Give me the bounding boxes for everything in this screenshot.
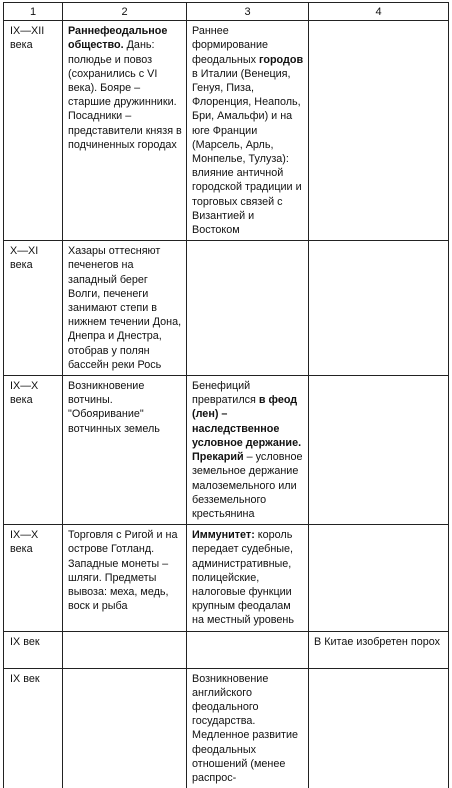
russia-cell: Хазары оттесняют печенегов на западный берег Волги, печенеги занимают степи в нижнем течении Дона, Днепра и Днестра, отобрав у полян бассейн реки Рось	[63, 241, 187, 376]
header-col-3: 3	[187, 3, 309, 21]
bold-term: Прекарий	[192, 451, 244, 464]
world-cell	[309, 525, 449, 631]
header-col-2: 2	[63, 3, 187, 21]
table-row	[4, 525, 449, 631]
period-cell: IX век	[4, 668, 63, 788]
russia-cell	[63, 21, 187, 241]
europe-cell	[187, 241, 309, 376]
world-cell: В Китае изобретен порох	[309, 631, 449, 668]
period-cell: IX век	[4, 631, 63, 668]
period-cell: IX—X века	[4, 376, 63, 525]
russia-cell: Торговля с Ригой и на острове Готланд. Западные монеты – шляги. Предметы вывоза: меха, медь, воск и рыба	[63, 525, 187, 631]
cell-text: в Италии (Венеция, Генуя, Пиза, Флоренция, Неаполь, Бри, Амальфи) и на юге Франции (Марсель, Арль, Монпелье, Тулуза): влияние античной городской традиции и торговых связей с Византией и Востоком	[192, 67, 302, 237]
period-cell: IX—XII века	[4, 21, 63, 241]
bold-term: Раннефеодальное общество.	[68, 25, 168, 52]
russia-cell	[63, 631, 187, 668]
history-table	[3, 2, 449, 788]
world-cell	[309, 668, 449, 788]
table-row	[4, 241, 449, 376]
header-col-1: 1	[4, 3, 63, 21]
cell-text: король передает судебные, административные, полицейские, налоговые функции крупным феодалам на местный уровень	[192, 529, 294, 627]
table-row	[4, 631, 449, 668]
russia-cell	[63, 668, 187, 788]
europe-cell: Возникновение английского феодального государства. Медленное развитие феодальных отношений (менее распрос-	[187, 668, 309, 788]
cell-text: Бенефиций превратился	[192, 380, 259, 407]
bold-term: Иммунитет:	[192, 529, 255, 542]
world-cell	[309, 376, 449, 525]
table-row	[4, 21, 449, 241]
table-row	[4, 376, 449, 525]
cell-text: Раннее формирование феодальных	[192, 25, 268, 66]
europe-cell	[187, 376, 309, 525]
russia-cell: Возникновение вотчины. "Обояривание" вотчинных земель	[63, 376, 187, 525]
europe-cell	[187, 525, 309, 631]
cell-text: – условное земельное держание малоземельного или безземельного крестьянина	[192, 451, 303, 520]
world-cell	[309, 241, 449, 376]
cell-text: Дань: полюдье и повоз (сохранились с VI века). Бояре – старшие дружинники. Посадники – представители князя в подчиненных городах	[68, 39, 182, 151]
period-cell: X—XI века	[4, 241, 63, 376]
world-cell	[309, 21, 449, 241]
bold-term: в феод (лен) – наследственное условное держание.	[192, 394, 302, 449]
bold-term: городов	[259, 53, 304, 66]
document-page	[3, 2, 449, 784]
period-cell: IX—X века	[4, 525, 63, 631]
europe-cell	[187, 21, 309, 241]
header-col-4: 4	[309, 3, 449, 21]
table-row	[4, 668, 449, 788]
europe-cell	[187, 631, 309, 668]
header-row	[4, 3, 449, 21]
